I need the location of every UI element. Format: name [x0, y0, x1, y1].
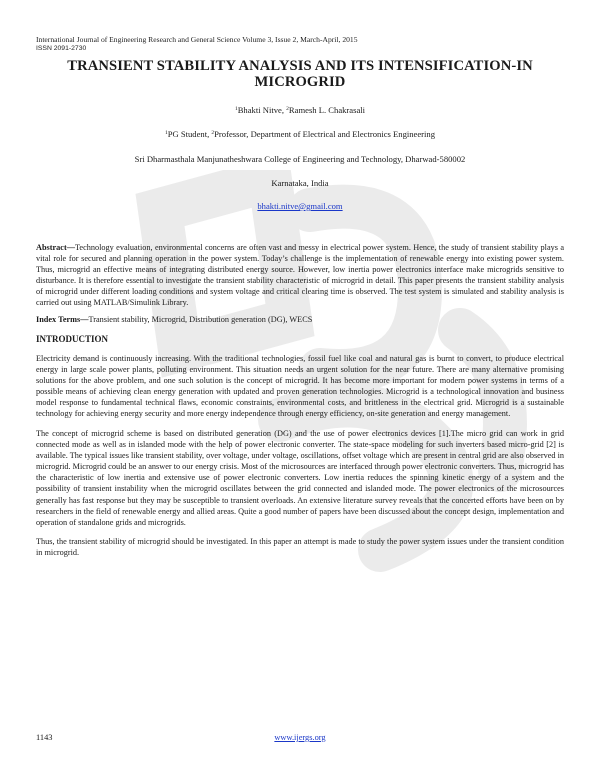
- index-terms: [36, 314, 564, 325]
- abstract-paragraph: [36, 242, 564, 309]
- affiliation: [36, 129, 564, 140]
- intro-paragraph-3: Thus, the transient stability of microgrid should be investigated. In this paper an attempt is made to study the power system issues under the transient condition in microgrid.: [36, 537, 564, 558]
- index-terms-text: Transient stability, Microgrid, Distribution generation (DG), WECS: [88, 315, 313, 324]
- author2-sup: 2: [286, 106, 289, 112]
- affiliation-sup1: 1: [164, 130, 168, 136]
- intro-paragraph-2: The concept of microgrid scheme is based on distributed generation (DG) and the use of power electronics devices [1].The micro grid can work in grid connected mode as well as in islanded mode with the help of power electronic converter. The state-space modeling for such inverters based micro-grid [2] is available. The typical issues like transient stability, over voltage, under voltage, oscillations, offset voltage which are present in central grid are also observed in microgrid. Microgrid could be an answer to our energy crisis. Most of the microsources are interfaced through power electronic converters. Thus, microgrid has the characteristic of low inertia and extensive use of power electronic converters. Low inertia reduces the spinning kinetic energy of a system and the possibility of transient instability when the microgrid oscillates between the grid connected and islanded mode. The power electronics of the microsources generally has fast response but they may be susceptible to transient overloads. An extensive literature survey reveals that the concerted efforts have been on by researchers in the field of renewable energy and allied areas. Quite a good number of papers have been discussed about the concept design, implementation and operation of standalone grids and microgrids.: [36, 429, 564, 527]
- introduction-heading: INTRODUCTION: [36, 334, 109, 344]
- authors: [36, 105, 564, 116]
- affiliation-sup2: 2: [211, 130, 215, 136]
- abstract-label: Abstract—: [36, 243, 75, 252]
- journal-header: International Journal of Engineering Research and General Science Volume 3, Issue 2, March-April, 2015: [36, 35, 358, 44]
- location: Karnataka, India: [271, 178, 329, 188]
- author1-name: Bhakti Nitve,: [237, 105, 287, 115]
- page-number: 1143: [36, 733, 53, 742]
- issn-header: ISSN 2091-2730: [36, 45, 87, 52]
- email-line: [36, 201, 564, 212]
- author1-sup: 1: [234, 106, 238, 112]
- affiliation-part2: Professor, Department of Electrical and Electronics Engineering: [214, 129, 436, 139]
- footer-url[interactable]: www.ijergs.org: [274, 733, 326, 742]
- author2-name: Ramesh L. Chakrasali: [288, 105, 366, 115]
- intro-paragraph-1: Electricity demand is continuously increasing. With the traditional technologies, fossil fuel like coal and natural gas is burnt to convert, to produce electrical energy in large scale power plants, polluting environment. This situation needs an urgent solution for the near future. There are many alternative promising solutions for the above problem, and one such solution is the concept of microgrid. It has become more important for modern power systems in terms of a possible means of achieving clean energy generation with updated and proven generation technologies. Microgrid is a technological innovation and business model response to fundamental technical flaws, economic constraints, environmental costs, and brittleness in the electrical grid. Microgrid is a sustainable technology for achieving energy security and more energy independence through energy efficiency, on-site generation and energy management.: [36, 354, 564, 419]
- affiliation-part1: PG Student,: [167, 129, 212, 139]
- abstract-text: Technology evaluation, environmental concerns are often vast and messy in electrical power system. Hence, the study of transient stability plays a vital role for secured and planning operation in the power system. Today’s challenge is the implementation of renewable energy into existing power system. Thus, microgrid an effective means of integrating distributed energy source. However, low inertia power electronics interface make microgrids sensitive to disturbance. It is therefore essential to investigate the transient stability characteristic of microgrid in detail. This paper presents the transient stability analysis of microgrid under different loading conditions and system voltage and critical clearing time is observed. The test system is simulated and stability analysis is carried out using MATLAB/Simulink Library.: [36, 243, 564, 308]
- email-link[interactable]: bhakti.nitve@gmail.com: [257, 201, 343, 211]
- index-terms-label: Index Terms—: [36, 315, 89, 324]
- college: Sri Dharmasthala Manjunatheshwara College of Engineering and Technology, Dharwad-580002: [134, 154, 466, 164]
- paper-title: TRANSIENT STABILITY ANALYSIS AND ITS INTENSIFICATION-IN MICROGRID: [67, 58, 533, 90]
